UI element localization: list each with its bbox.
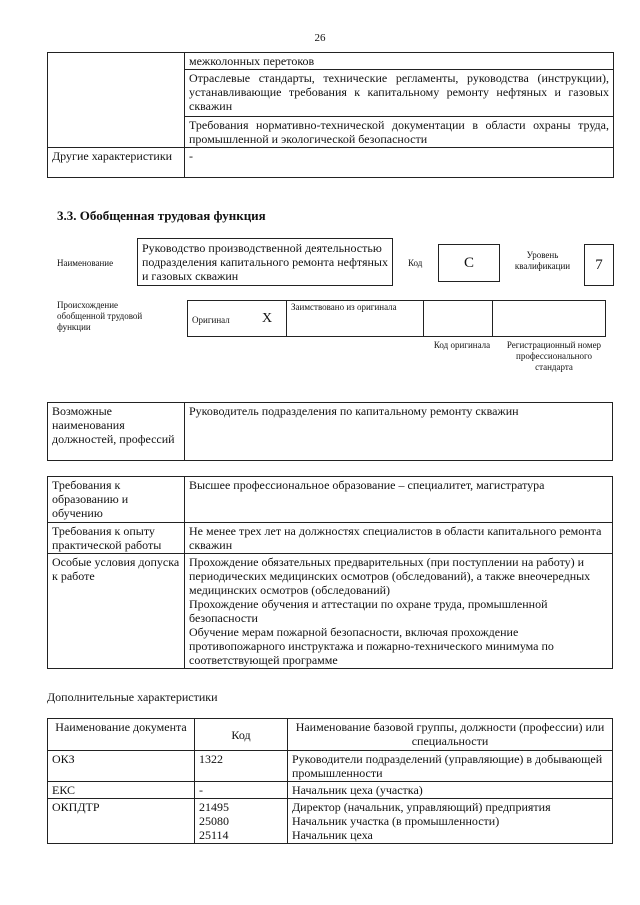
req-education-label: Требования к образованию и обучению: [48, 477, 185, 523]
level-label: Уровень квалификации: [514, 250, 571, 271]
okz-name: Руководители подразделений (управляющие) в добывающей промышленности: [288, 751, 613, 782]
name-label: Наименование: [57, 258, 114, 268]
req-special-value-2: Прохождение обучения и аттестации по охране труда, промышленной безопасности: [189, 597, 548, 625]
reg-number-caption: Регистрационный номер профессионального стандарта: [506, 340, 602, 372]
okpdtr-doc: ОКПДТР: [48, 799, 195, 844]
section-title: 3.3. Обобщенная трудовая функция: [57, 208, 266, 223]
req-special-value-3: Обучение мерам пожарной безопасности, включая прохождение противопожарного инструктажа и пожарно-технического минимума по соответствующей программе: [189, 625, 554, 667]
okpdtr-name-1: Директор (начальник, управляющий) предприятия: [292, 800, 551, 814]
eks-name: Начальник цеха (участка): [288, 782, 613, 799]
page-number: 26: [314, 32, 326, 44]
origin-label: Происхождение обобщенной трудовой функции: [57, 300, 143, 332]
eks-code: -: [195, 782, 288, 799]
req-education-value: Высшее профессиональное образование – специалитет, магистратура: [185, 477, 613, 523]
req-experience-label: Требования к опыту практической работы: [48, 523, 185, 554]
code-label: Код: [408, 258, 423, 268]
positions-table: [47, 402, 613, 461]
okz-doc: ОКЗ: [48, 751, 195, 782]
header-code: Код: [195, 719, 288, 751]
other-label: Другие характеристики: [48, 148, 185, 178]
function-name-box: [137, 238, 393, 286]
header-document: Наименование документа: [48, 719, 195, 751]
borrowed-label: Заимствовано из оригинала: [287, 301, 424, 337]
level-box: [584, 244, 614, 286]
top-row-3: Требования нормативно-технической документации в области охраны труда, промышленной и экологической безопасности: [185, 117, 614, 148]
top-row-2: Отраслевые стандарты, технические регламенты, руководства (инструкции), устанавливающие требования к капитальному ремонту нефтяных и газовых скважин: [185, 70, 614, 117]
top-row-1: межколонных перетоков: [185, 53, 614, 70]
okz-code: 1322: [195, 751, 288, 782]
origin-table: [187, 300, 606, 337]
code-box: [438, 244, 500, 282]
top-table: [47, 52, 614, 178]
code-original-caption: Код оригинала: [433, 340, 491, 350]
okpdtr-code-1: 21495: [199, 800, 229, 814]
positions-label: Возможные наименования должностей, профессий: [48, 403, 185, 461]
okpdtr-name-3: Начальник цеха: [292, 828, 373, 842]
additional-table: [47, 718, 613, 844]
header-group: Наименование базовой группы, должности (профессии) или специальности: [288, 719, 613, 751]
level-value: 7: [595, 257, 603, 273]
eks-doc: ЕКС: [48, 782, 195, 799]
other-value: -: [185, 148, 614, 178]
positions-value: Руководитель подразделения по капитальному ремонту скважин: [185, 403, 613, 461]
requirements-table: [47, 476, 613, 669]
okpdtr-code-3: 25114: [199, 828, 229, 842]
okpdtr-name-2: Начальник участка (в промышленности): [292, 814, 500, 828]
additional-title: Дополнительные характеристики: [47, 690, 218, 704]
function-name-value: Руководство производственной деятельностью подразделения капитального ремонта нефтяных и газовых скважин: [142, 241, 388, 283]
req-special-value-1: Прохождение обязательных предварительных (при поступлении на работу) и периодических медицинских осмотров (обследований), а также внеочередных медицинских осмотров (обследований): [189, 555, 591, 597]
original-label: Оригинал: [192, 314, 230, 325]
code-value: C: [463, 255, 474, 271]
okpdtr-code-2: 25080: [199, 814, 229, 828]
req-experience-value: Не менее трех лет на должностях специалистов в области капитального ремонта скважин: [185, 523, 613, 554]
req-special-label: Особые условия допуска к работе: [48, 554, 185, 669]
original-mark: X: [258, 301, 287, 337]
